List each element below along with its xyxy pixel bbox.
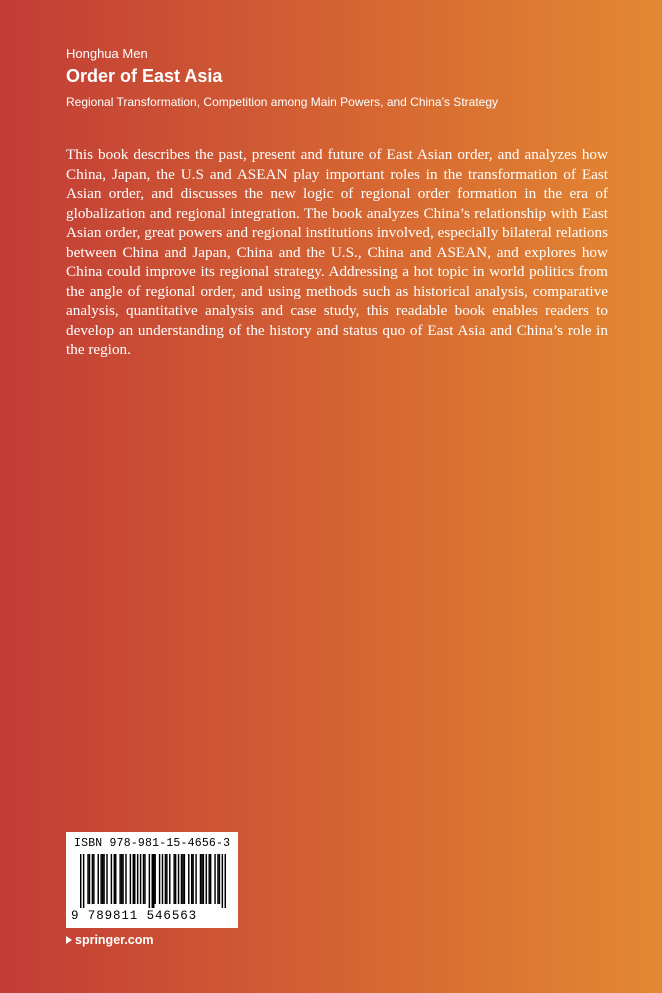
barcode-bar (125, 854, 126, 904)
barcode-bar (184, 854, 185, 904)
barcode-bar (130, 854, 131, 904)
barcode-bar (100, 854, 101, 904)
barcode-bar (140, 854, 141, 904)
barcode-bar (114, 854, 115, 904)
publisher-link[interactable] (66, 933, 154, 947)
barcode-bar (83, 854, 84, 908)
barcode-bar (208, 854, 209, 904)
barcode-bar (169, 854, 170, 904)
barcode-bar (181, 854, 182, 904)
barcode-bar (178, 854, 179, 904)
barcode-bar (137, 854, 138, 904)
barcode-bar (166, 854, 167, 904)
barcode-bar (210, 854, 211, 904)
arrow-right-icon (66, 936, 72, 944)
barcode-bar (192, 854, 193, 904)
barcode-bar (173, 854, 174, 904)
barcode-bar (222, 854, 223, 908)
barcode-bar (93, 854, 94, 904)
barcode-bar (111, 854, 112, 904)
barcode-bar (89, 854, 90, 904)
author-name: Honghua Men (66, 46, 148, 61)
barcode-bar (133, 854, 134, 904)
book-title: Order of East Asia (66, 66, 223, 86)
barcode-bar (87, 854, 88, 904)
barcode-bar (152, 854, 153, 908)
barcode-bar (121, 854, 122, 904)
barcode-bar (201, 854, 202, 904)
barcode-bar (115, 854, 116, 904)
barcode-bar (195, 854, 196, 904)
barcode-bar (165, 854, 166, 904)
barcode-bar (134, 854, 135, 904)
barcode-bar (162, 854, 163, 904)
barcode-bar (203, 854, 204, 904)
book-description: This book describes the past, present and future of East Asian order, and analyzes how China, Japan, the U.S and ASEAN play important roles in the transformation of East Asian order, and discusses the new logic of regional order formation in the era of globalization and regional integration. The book analyzes China’s relationship with East Asian order, great powers and regional institutions involved, especially bilateral relations between China and Japan, China and the U.S., China and ASEAN, and explores how China could improve its regional strategy. Addressing a hot topic in world politics from the angle of regional order, and using methods such as historical analysis, comparative analysis, quantitative analysis and case study, this readable book enables readers to develop an understanding of the history and status quo of East Asia and China’s role in the region. (66, 146, 608, 358)
barcode-bar (103, 854, 104, 904)
barcode-bar (154, 854, 155, 904)
barcode-bar (119, 854, 120, 904)
barcode-bar (219, 854, 220, 904)
barcode-bar (182, 854, 183, 904)
barcode-bar (175, 854, 176, 904)
barcode-bar (102, 854, 103, 904)
ean-digits: 9 789811 546563 (71, 909, 198, 923)
barcode-bar (122, 854, 123, 904)
barcode-bar (98, 854, 99, 904)
isbn-label: ISBN 978-981-15-4656-3 (74, 837, 231, 850)
barcode-bar (159, 854, 160, 904)
barcode-bar (149, 854, 150, 908)
publisher-url: springer.com (75, 933, 154, 947)
barcode-bar (200, 854, 201, 904)
barcode-bar (92, 854, 93, 904)
book-subtitle: Regional Transformation, Competition among Main Powers, and China’s Strategy (66, 95, 498, 109)
barcode-bar (214, 854, 215, 904)
barcode-bar (188, 854, 189, 904)
isbn-barcode (66, 832, 238, 928)
barcode-bar (153, 854, 154, 908)
barcode-bar (143, 854, 144, 904)
barcode-bar (106, 854, 107, 904)
barcode-bar (206, 854, 207, 904)
barcode-bar (225, 854, 226, 908)
barcode-bar (217, 854, 218, 904)
barcode-bars (80, 854, 226, 908)
barcode-bar (144, 854, 145, 904)
barcode-bar (80, 854, 81, 908)
barcode-bar (191, 854, 192, 904)
